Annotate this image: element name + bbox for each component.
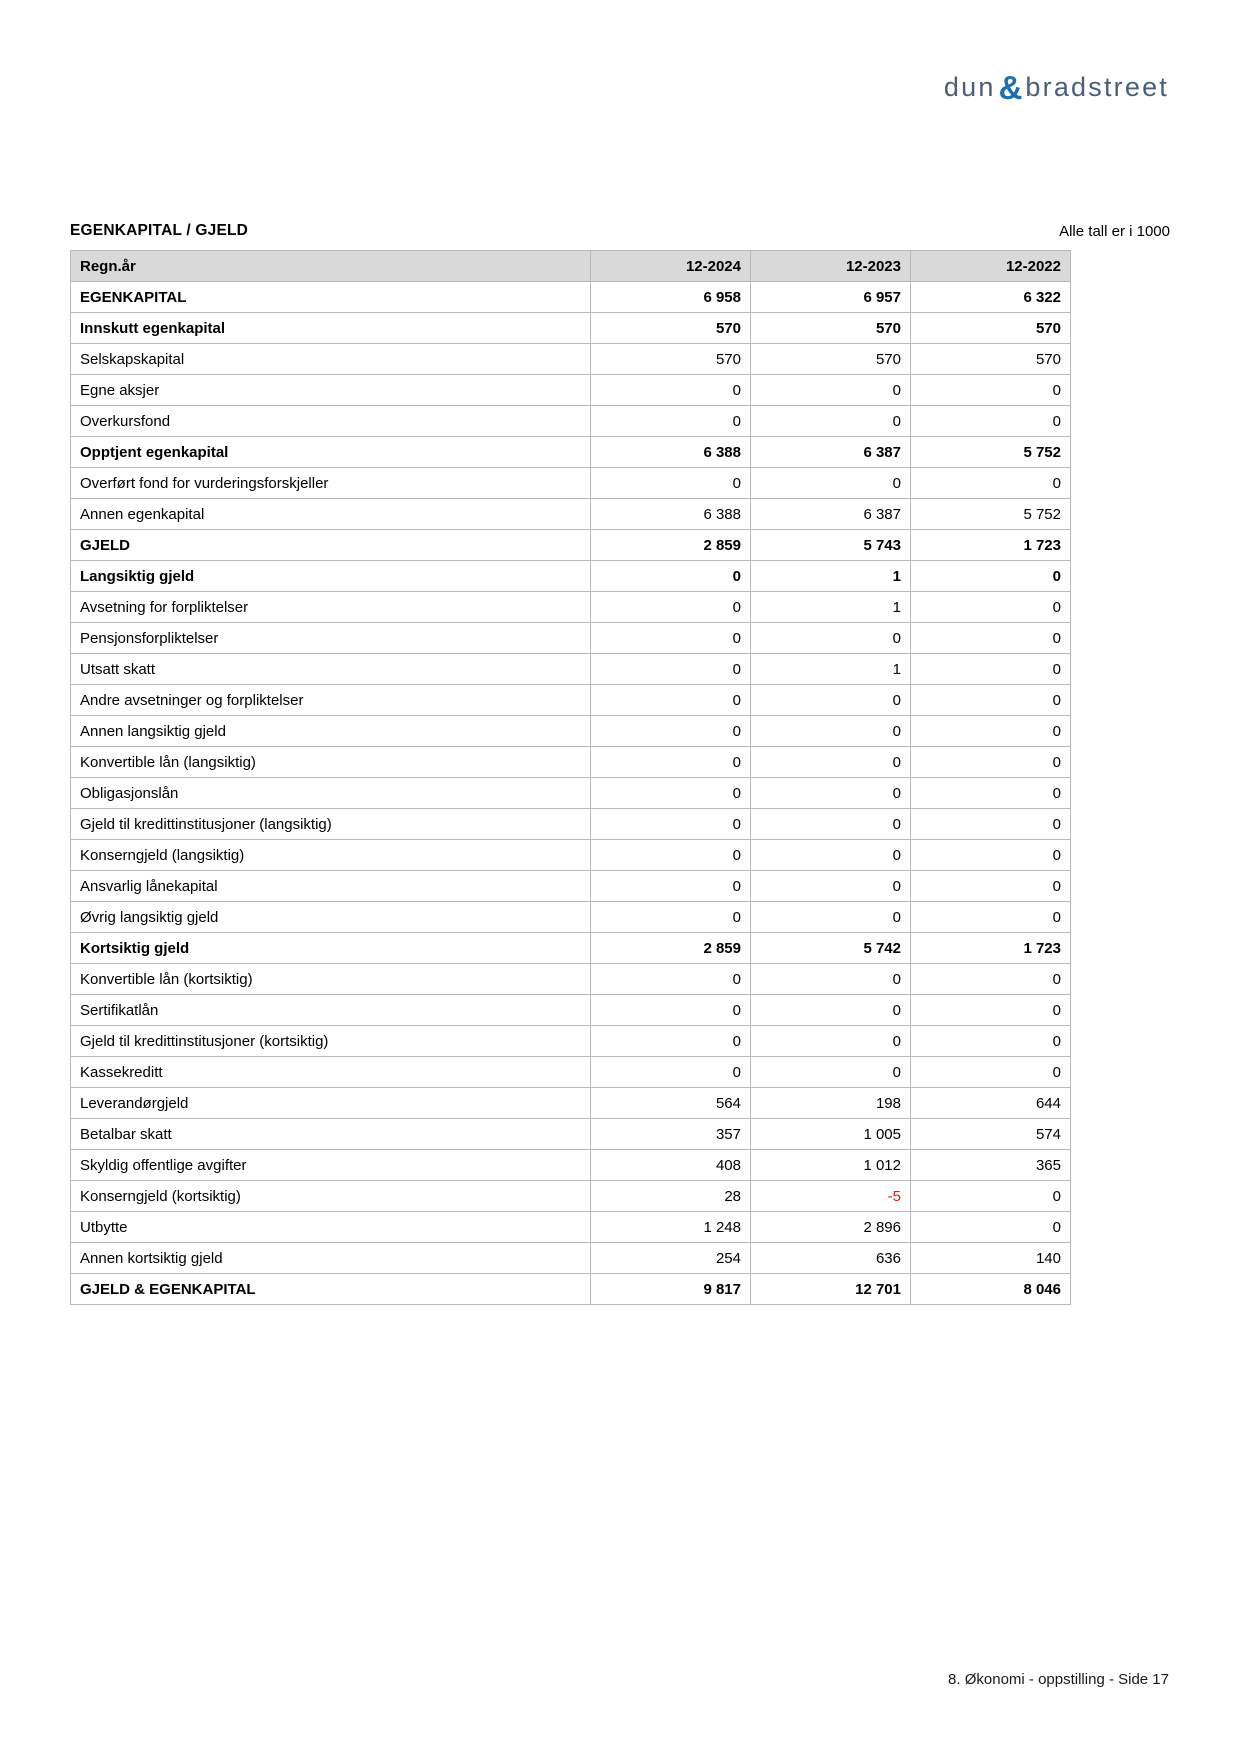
row-label: GJELD (71, 530, 591, 561)
table-row (71, 716, 1071, 747)
row-value-period-1: 0 (591, 995, 751, 1026)
row-value-period-3: 0 (911, 1181, 1071, 1212)
table-header-row (71, 251, 1071, 282)
table-row (71, 592, 1071, 623)
table-row (71, 778, 1071, 809)
row-label: Egne aksjer (71, 375, 591, 406)
row-label: Konserngjeld (kortsiktig) (71, 1181, 591, 1212)
row-value-period-1: 408 (591, 1150, 751, 1181)
row-value-period-1: 0 (591, 1026, 751, 1057)
row-value-period-2: 0 (751, 964, 911, 995)
row-label: Konvertible lån (kortsiktig) (71, 964, 591, 995)
table-row (71, 1181, 1071, 1212)
column-header-period-2: 12-2023 (751, 251, 911, 282)
row-value-period-3: 0 (911, 406, 1071, 437)
row-value-period-2: 0 (751, 871, 911, 902)
row-label: EGENKAPITAL (71, 282, 591, 313)
row-value-period-3: 570 (911, 313, 1071, 344)
row-value-period-1: 0 (591, 654, 751, 685)
table-row (71, 871, 1071, 902)
row-value-period-1: 357 (591, 1119, 751, 1150)
row-value-period-2: 6 387 (751, 499, 911, 530)
row-value-period-3: 140 (911, 1243, 1071, 1274)
row-value-period-3: 1 723 (911, 933, 1071, 964)
row-value-period-3: 570 (911, 344, 1071, 375)
row-value-period-3: 0 (911, 375, 1071, 406)
row-value-period-1: 1 248 (591, 1212, 751, 1243)
row-value-period-3: 0 (911, 995, 1071, 1026)
table-row (71, 747, 1071, 778)
row-value-period-3: 0 (911, 685, 1071, 716)
table-row (71, 1057, 1071, 1088)
table-row (71, 313, 1071, 344)
row-value-period-1: 0 (591, 468, 751, 499)
row-value-period-1: 0 (591, 964, 751, 995)
row-label: Kassekreditt (71, 1057, 591, 1088)
row-value-period-1: 0 (591, 871, 751, 902)
table-row (71, 1026, 1071, 1057)
row-label: Øvrig langsiktig gjeld (71, 902, 591, 933)
table-row (71, 561, 1071, 592)
table-row (71, 1212, 1071, 1243)
table-row (71, 964, 1071, 995)
row-label: GJELD & EGENKAPITAL (71, 1274, 591, 1305)
row-label: Obligasjonslån (71, 778, 591, 809)
row-value-period-2: 0 (751, 747, 911, 778)
row-value-period-1: 0 (591, 561, 751, 592)
row-value-period-3: 0 (911, 654, 1071, 685)
row-label: Gjeld til kredittinstitusjoner (kortsiktig) (71, 1026, 591, 1057)
table-row (71, 623, 1071, 654)
row-value-period-1: 6 388 (591, 499, 751, 530)
table-row (71, 995, 1071, 1026)
row-label: Selskapskapital (71, 344, 591, 375)
table-row (71, 282, 1071, 313)
row-label: Overkursfond (71, 406, 591, 437)
row-value-period-1: 570 (591, 344, 751, 375)
row-value-period-1: 0 (591, 623, 751, 654)
row-value-period-3: 1 723 (911, 530, 1071, 561)
row-label: Avsetning for forpliktelser (71, 592, 591, 623)
row-value-period-2: 0 (751, 406, 911, 437)
row-value-period-2: 0 (751, 716, 911, 747)
table-row (71, 1119, 1071, 1150)
row-value-period-1: 2 859 (591, 530, 751, 561)
row-value-period-3: 0 (911, 716, 1071, 747)
table-header (71, 251, 1071, 282)
row-label: Utbytte (71, 1212, 591, 1243)
row-value-period-1: 0 (591, 1057, 751, 1088)
row-value-period-3: 365 (911, 1150, 1071, 1181)
table-row (71, 1243, 1071, 1274)
table-row (71, 344, 1071, 375)
row-value-period-3: 0 (911, 747, 1071, 778)
row-value-period-3: 8 046 (911, 1274, 1071, 1305)
table-row (71, 375, 1071, 406)
row-value-period-2: 636 (751, 1243, 911, 1274)
row-value-period-2: 0 (751, 778, 911, 809)
column-header-label: Regn.år (71, 251, 591, 282)
row-label: Konserngjeld (langsiktig) (71, 840, 591, 871)
row-value-period-3: 0 (911, 1026, 1071, 1057)
row-value-period-2: 198 (751, 1088, 911, 1119)
row-value-period-3: 574 (911, 1119, 1071, 1150)
row-value-period-2: 5 742 (751, 933, 911, 964)
row-value-period-1: 0 (591, 685, 751, 716)
row-value-period-3: 6 322 (911, 282, 1071, 313)
row-value-period-3: 5 752 (911, 499, 1071, 530)
table-body (71, 282, 1071, 1305)
row-label: Langsiktig gjeld (71, 561, 591, 592)
row-value-period-2: 1 005 (751, 1119, 911, 1150)
row-label: Annen langsiktig gjeld (71, 716, 591, 747)
row-label: Skyldig offentlige avgifter (71, 1150, 591, 1181)
row-value-period-3: 0 (911, 1057, 1071, 1088)
row-label: Sertifikatlån (71, 995, 591, 1026)
row-value-period-1: 0 (591, 716, 751, 747)
row-label: Utsatt skatt (71, 654, 591, 685)
logo-text-right: bradstreet (1025, 71, 1169, 102)
row-value-period-2: 5 743 (751, 530, 911, 561)
table-row (71, 654, 1071, 685)
row-label: Betalbar skatt (71, 1119, 591, 1150)
row-value-period-3: 0 (911, 1212, 1071, 1243)
row-value-period-1: 0 (591, 840, 751, 871)
table-row (71, 809, 1071, 840)
row-value-period-1: 28 (591, 1181, 751, 1212)
table-row (71, 840, 1071, 871)
row-label: Pensjonsforpliktelser (71, 623, 591, 654)
row-value-period-3: 5 752 (911, 437, 1071, 468)
row-value-period-2: 1 (751, 654, 911, 685)
row-value-period-2: 0 (751, 623, 911, 654)
row-value-period-2: 1 (751, 592, 911, 623)
row-value-period-2: -5 (751, 1181, 911, 1212)
column-header-period-1: 12-2024 (591, 251, 751, 282)
row-value-period-1: 0 (591, 747, 751, 778)
row-value-period-1: 2 859 (591, 933, 751, 964)
row-value-period-2: 1 (751, 561, 911, 592)
row-value-period-1: 0 (591, 809, 751, 840)
row-value-period-2: 0 (751, 809, 911, 840)
dun-bradstreet-logo (944, 68, 1169, 106)
row-value-period-3: 0 (911, 902, 1071, 933)
row-label: Annen egenkapital (71, 499, 591, 530)
row-value-period-3: 0 (911, 468, 1071, 499)
row-value-period-3: 0 (911, 809, 1071, 840)
row-value-period-2: 0 (751, 1026, 911, 1057)
row-value-period-2: 1 012 (751, 1150, 911, 1181)
row-value-period-3: 0 (911, 778, 1071, 809)
equity-liabilities-table (70, 250, 1071, 1305)
row-value-period-1: 0 (591, 406, 751, 437)
page-title: EGENKAPITAL / GJELD (70, 222, 249, 239)
row-value-period-2: 6 387 (751, 437, 911, 468)
page-footer: 8. Økonomi - oppstilling - Side 17 (948, 1671, 1169, 1688)
section-header (70, 222, 1170, 240)
table-row (71, 499, 1071, 530)
column-header-period-3: 12-2022 (911, 251, 1071, 282)
row-label: Ansvarlig lånekapital (71, 871, 591, 902)
logo-text-left: dun (943, 71, 996, 102)
row-value-period-1: 6 388 (591, 437, 751, 468)
logo-ampersand-icon: & (998, 69, 1023, 106)
row-value-period-3: 0 (911, 592, 1071, 623)
table-row (71, 530, 1071, 561)
row-label: Konvertible lån (langsiktig) (71, 747, 591, 778)
row-label: Kortsiktig gjeld (71, 933, 591, 964)
row-value-period-3: 0 (911, 871, 1071, 902)
row-label: Gjeld til kredittinstitusjoner (langsiktig) (71, 809, 591, 840)
row-value-period-1: 570 (591, 313, 751, 344)
row-label: Leverandørgjeld (71, 1088, 591, 1119)
table-row (71, 685, 1071, 716)
row-value-period-1: 6 958 (591, 282, 751, 313)
row-value-period-3: 0 (911, 561, 1071, 592)
table-row (71, 902, 1071, 933)
table-row (71, 406, 1071, 437)
row-value-period-2: 6 957 (751, 282, 911, 313)
table-row (71, 468, 1071, 499)
row-value-period-1: 0 (591, 778, 751, 809)
row-value-period-2: 0 (751, 685, 911, 716)
row-value-period-2: 2 896 (751, 1212, 911, 1243)
row-label: Innskutt egenkapital (71, 313, 591, 344)
units-note: Alle tall er i 1000 (1059, 223, 1170, 240)
row-value-period-2: 570 (751, 344, 911, 375)
row-value-period-2: 0 (751, 1057, 911, 1088)
row-label: Opptjent egenkapital (71, 437, 591, 468)
row-value-period-3: 0 (911, 964, 1071, 995)
row-value-period-1: 0 (591, 902, 751, 933)
row-value-period-2: 0 (751, 375, 911, 406)
row-value-period-2: 0 (751, 840, 911, 871)
row-label: Andre avsetninger og forpliktelser (71, 685, 591, 716)
row-value-period-2: 0 (751, 468, 911, 499)
table-row (71, 933, 1071, 964)
equity-liabilities-table-wrapper (70, 250, 1070, 1305)
row-value-period-3: 644 (911, 1088, 1071, 1119)
row-value-period-3: 0 (911, 840, 1071, 871)
row-value-period-2: 570 (751, 313, 911, 344)
row-value-period-1: 254 (591, 1243, 751, 1274)
table-row (71, 1150, 1071, 1181)
row-value-period-1: 564 (591, 1088, 751, 1119)
row-label: Annen kortsiktig gjeld (71, 1243, 591, 1274)
table-row (71, 437, 1071, 468)
row-value-period-2: 0 (751, 902, 911, 933)
row-label: Overført fond for vurderingsforskjeller (71, 468, 591, 499)
table-row (71, 1274, 1071, 1305)
row-value-period-2: 12 701 (751, 1274, 911, 1305)
row-value-period-3: 0 (911, 623, 1071, 654)
row-value-period-1: 0 (591, 592, 751, 623)
table-row (71, 1088, 1071, 1119)
row-value-period-1: 9 817 (591, 1274, 751, 1305)
row-value-period-1: 0 (591, 375, 751, 406)
row-value-period-2: 0 (751, 995, 911, 1026)
